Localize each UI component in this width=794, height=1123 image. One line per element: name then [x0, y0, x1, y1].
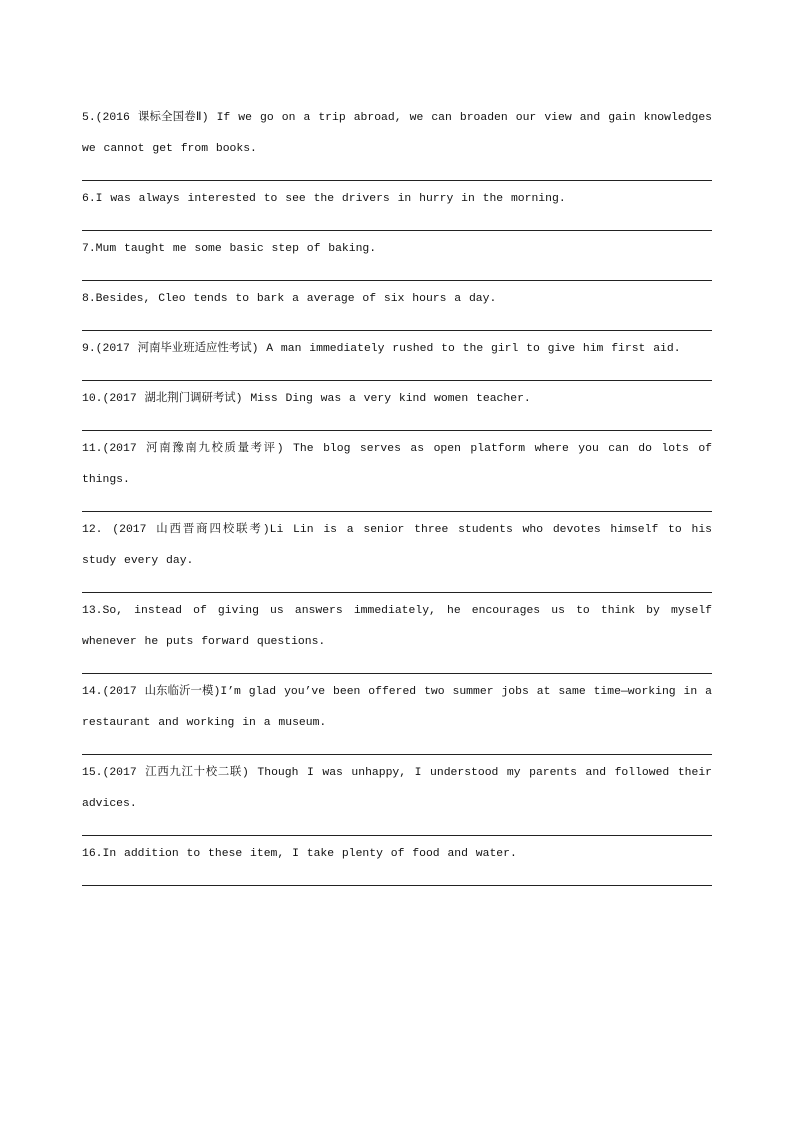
question-text: 15.(2017 江西九江十校二联) Though I was unhappy, I understood my parents and followed their advices. [82, 767, 712, 810]
question-text: 9.(2017 河南毕业班适应性考试) A man immediately rushed to the girl to give him first aid. [82, 343, 681, 355]
answer-line[interactable] [82, 230, 712, 231]
answer-line[interactable] [82, 673, 712, 674]
question-10 [82, 384, 712, 431]
question-9 [82, 334, 712, 381]
answer-line[interactable] [82, 754, 712, 755]
answer-line[interactable] [82, 511, 712, 512]
question-text: 8.Besides, Cleo tends to bark a average of six hours a day. [82, 293, 497, 305]
answer-line[interactable] [82, 280, 712, 281]
question-text: 14.(2017 山东临沂一模)I’m glad you’ve been offered two summer jobs at same time—working in a restaurant and working in a museum. [82, 686, 712, 729]
question-13 [82, 596, 712, 674]
question-text: 16.In addition to these item, I take plenty of food and water. [82, 848, 517, 860]
question-text: 11.(2017 河南豫南九校质量考评) The blog serves as open platform where you can do lots of things. [82, 443, 712, 486]
answer-line[interactable] [82, 380, 712, 381]
question-text: 7.Mum taught me some basic step of baking. [82, 243, 377, 255]
question-text: 10.(2017 湖北荆门调研考试) Miss Ding was a very kind women teacher. [82, 393, 531, 405]
question-text: 5.(2016 课标全国卷Ⅱ) If we go on a trip abroad, we can broaden our view and gain knowledges we cannot get from books. [82, 112, 712, 155]
answer-line[interactable] [82, 835, 712, 836]
answer-line[interactable] [82, 330, 712, 331]
question-15 [82, 758, 712, 836]
answer-line[interactable] [82, 430, 712, 431]
question-16 [82, 839, 712, 886]
worksheet [82, 103, 712, 889]
answer-line[interactable] [82, 885, 712, 886]
question-text: 12. (2017 山西晋商四校联考)Li Lin is a senior three students who devotes himself to his study every day. [82, 524, 712, 567]
question-8 [82, 284, 712, 331]
question-12 [82, 515, 712, 593]
question-6 [82, 184, 712, 231]
question-14 [82, 677, 712, 755]
answer-line[interactable] [82, 180, 712, 181]
question-text: 13.So, instead of giving us answers immediately, he encourages us to think by myself whenever he puts forward questions. [82, 605, 712, 648]
question-11 [82, 434, 712, 512]
question-7 [82, 234, 712, 281]
question-5 [82, 103, 712, 181]
answer-line[interactable] [82, 592, 712, 593]
question-text: 6.I was always interested to see the drivers in hurry in the morning. [82, 193, 566, 205]
